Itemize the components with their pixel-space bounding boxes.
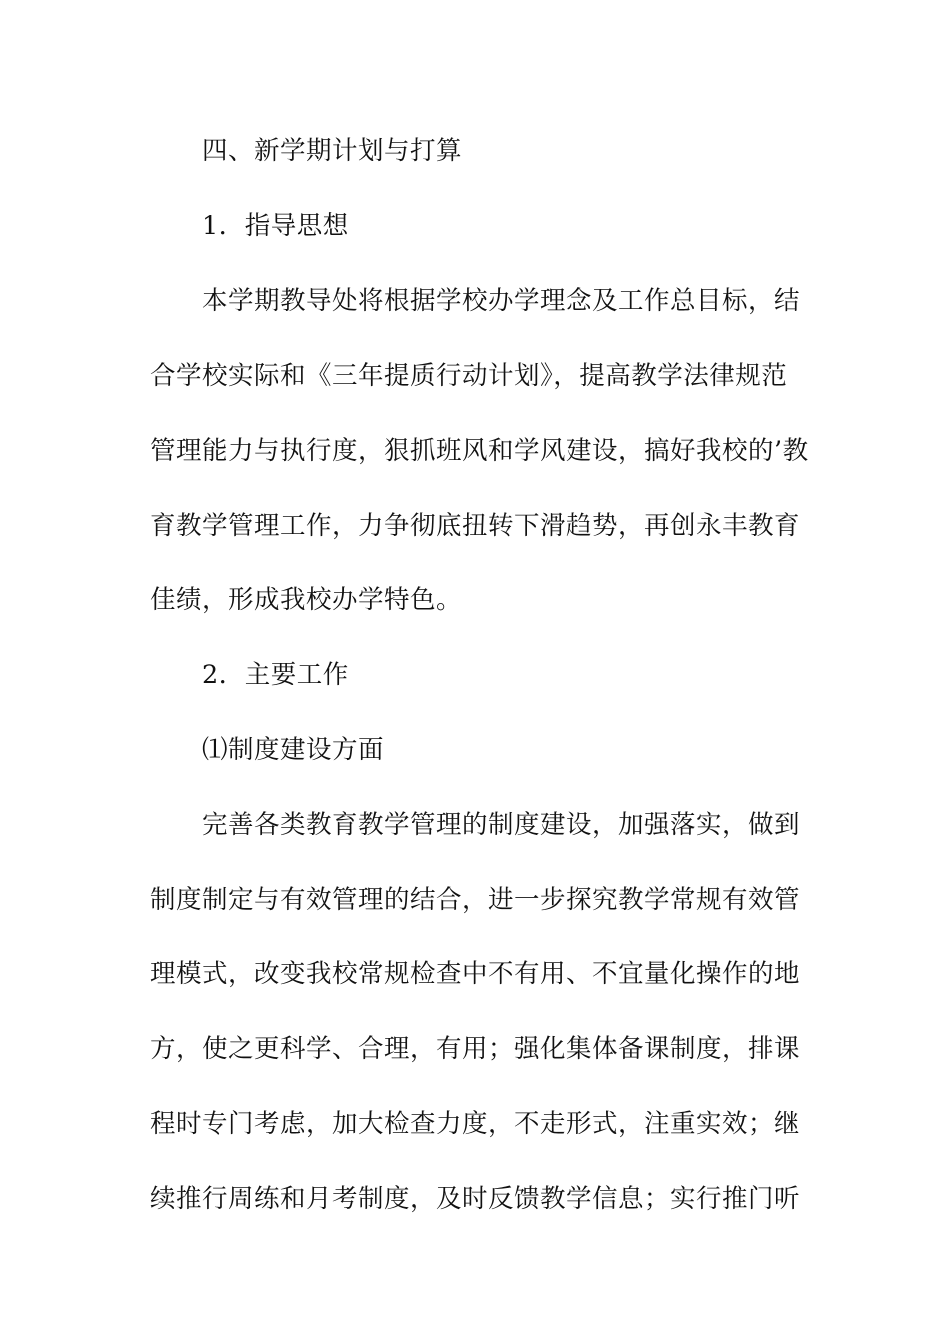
section-heading: 四、新学期计划与打算 [202,136,463,166]
paragraph-line: 管理能力与执行度，狠抓班风和学风建设，搞好我校的’教 [150,436,809,466]
paragraph-line: 理模式，改变我校常规检查中不有用、不宜量化操作的地 [150,959,801,989]
subheading-guiding-ideology: 1．指导思想 [202,211,349,241]
paragraph-line: 方，使之更科学、合理，有用；强化集体备课制度，排课 [150,1034,801,1064]
subheading-system-building: ⑴制度建设方面 [202,735,385,765]
subheading-main-work: 2．主要工作 [202,660,349,690]
paragraph-line: 程时专门考虑，加大检查力度，不走形式，注重实效；继 [150,1109,801,1139]
paragraph-line: 续推行周练和月考制度，及时反馈教学信息；实行推门听 [150,1184,801,1214]
paragraph-line: 完善各类教育教学管理的制度建设，加强落实，做到 [202,810,801,840]
paragraph-line: 制度制定与有效管理的结合，进一步探究教学常规有效管 [150,885,801,915]
paragraph-line: 合学校实际和《三年提质行动计划》，提高教学法律规范 [150,361,788,391]
paragraph-line: 育教学管理工作，力争彻底扭转下滑趋势，再创永丰教育 [150,511,801,541]
paragraph-line: 佳绩，形成我校办学特色。 [150,585,463,615]
paragraph-line: 本学期教导处将根据学校办学理念及工作总目标，结 [202,286,801,316]
